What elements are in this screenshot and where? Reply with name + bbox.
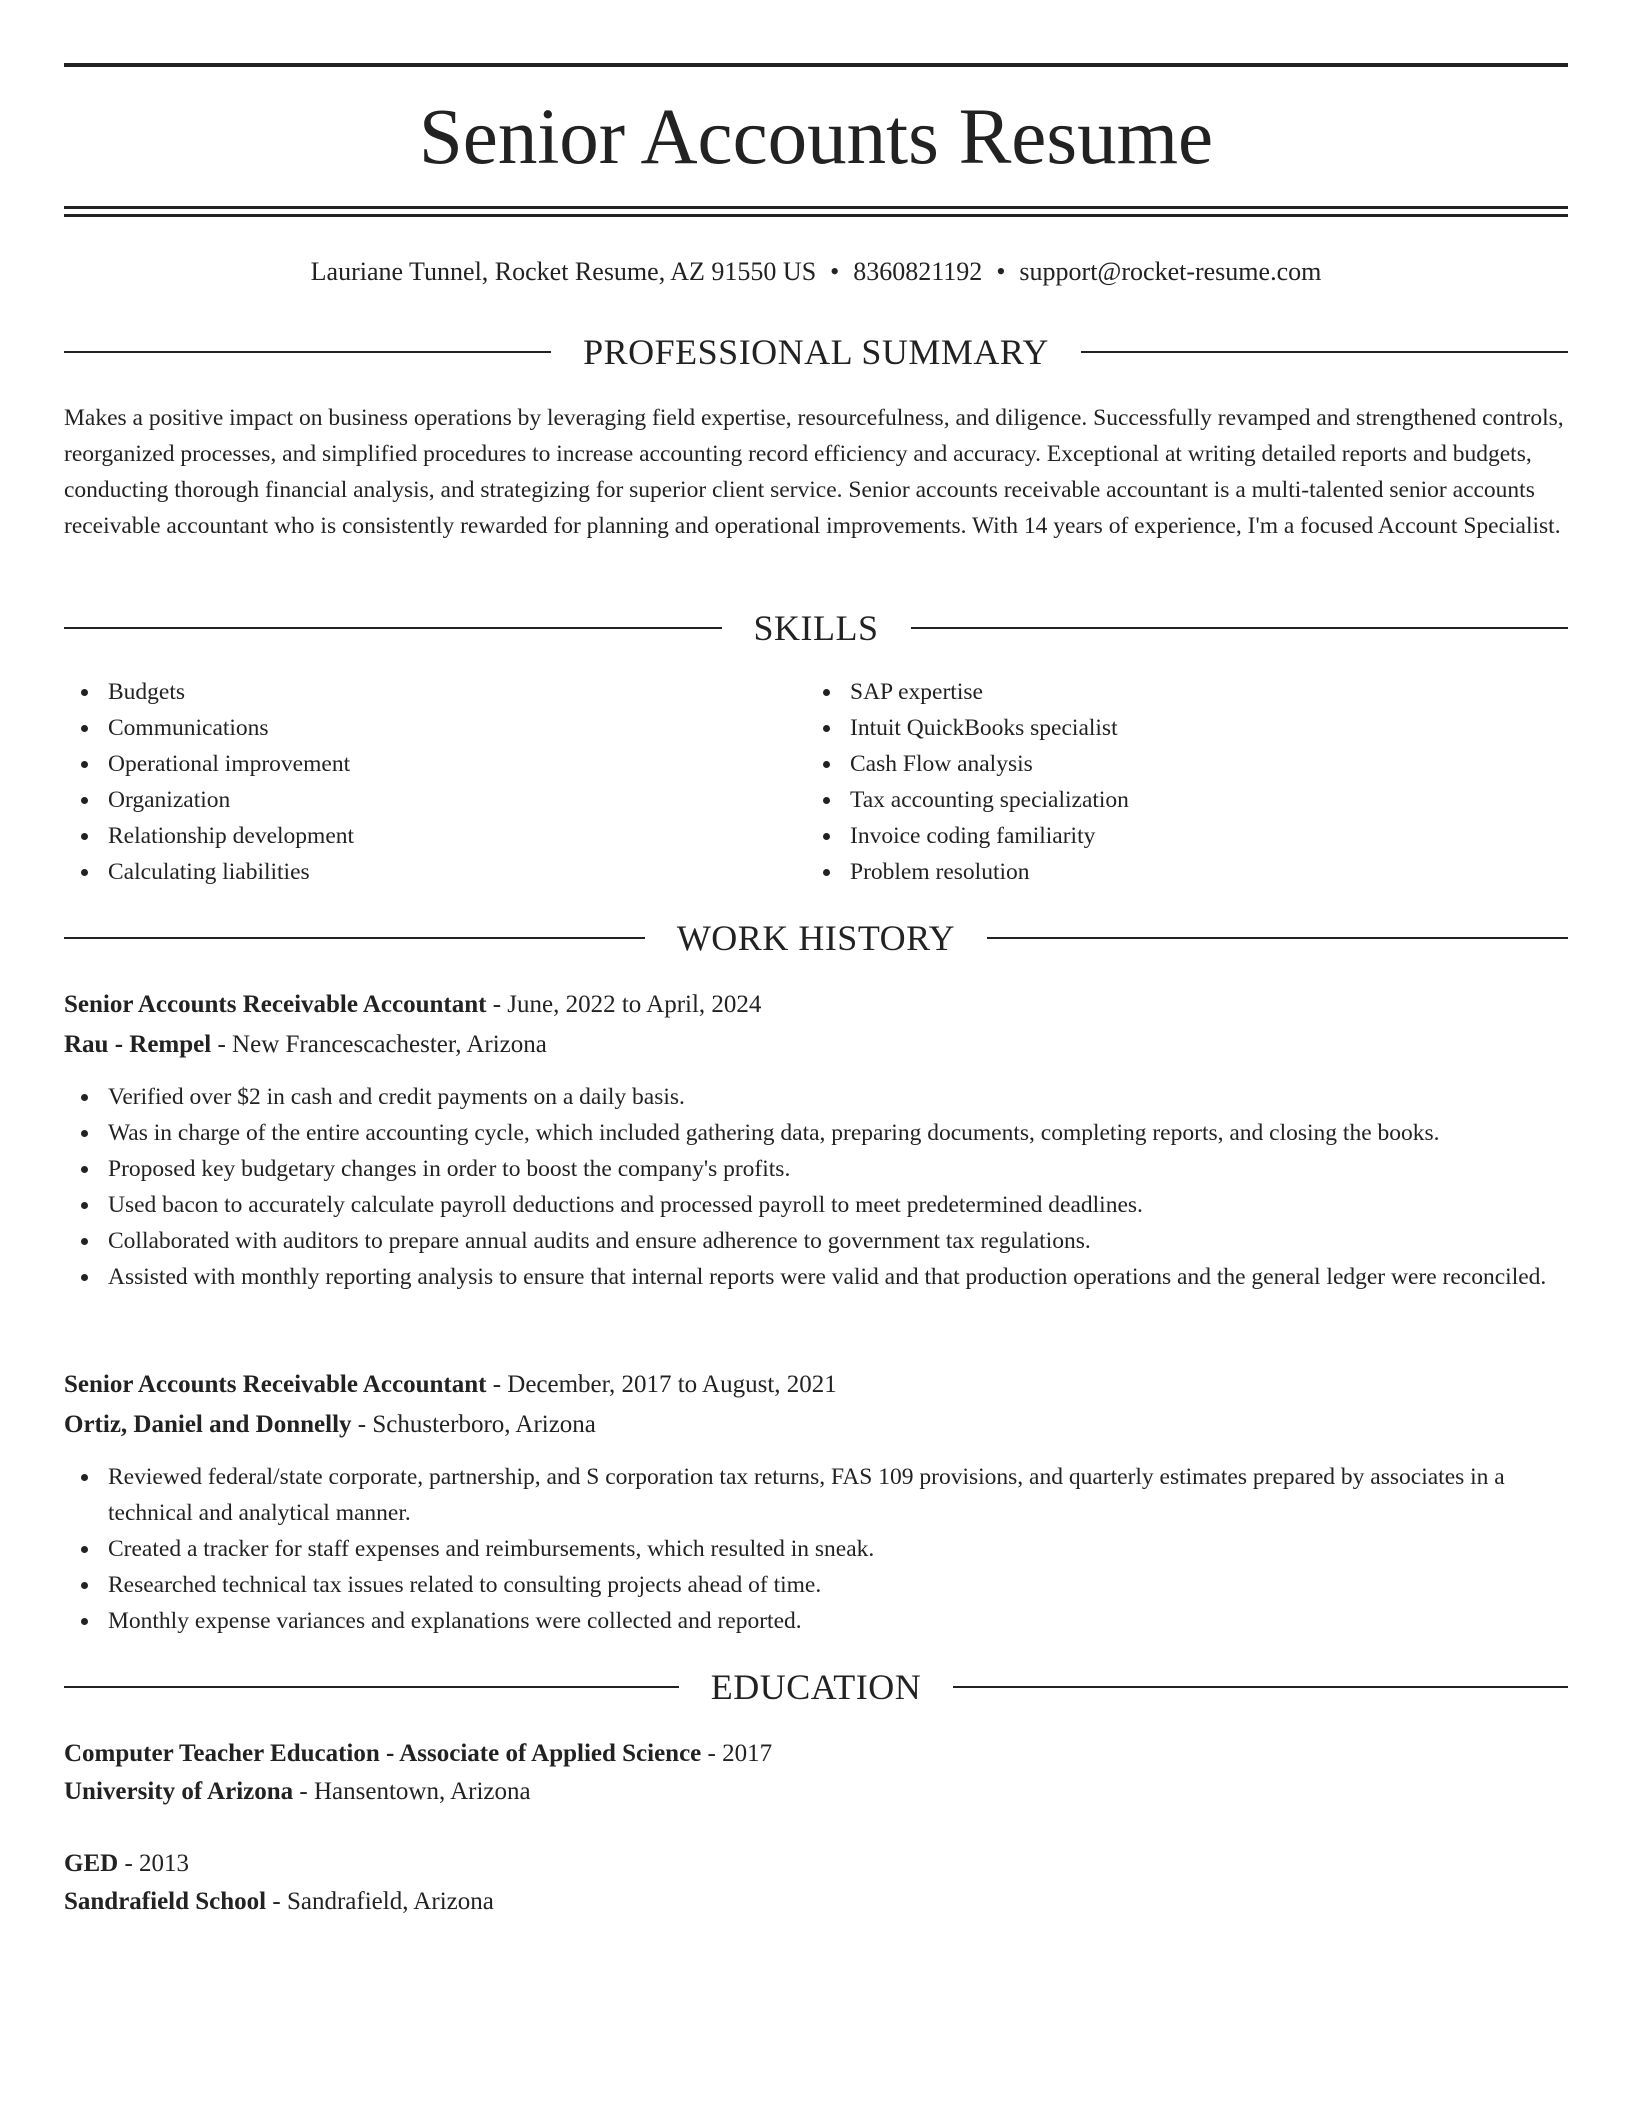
contact-separator: • — [996, 257, 1006, 286]
heading-rule — [953, 1686, 1568, 1688]
education-year: 2013 — [139, 1850, 190, 1877]
section-heading-skills — [64, 606, 1568, 650]
heading-rule — [987, 937, 1568, 939]
heading-rule — [1081, 351, 1568, 353]
job-company: Ortiz, Daniel and Donnelly — [64, 1411, 352, 1438]
job-location: Schusterboro, Arizona — [372, 1411, 596, 1438]
job-dates: December, 2017 to August, 2021 — [507, 1371, 837, 1398]
job-title-line: Senior Accounts Receivable Accountant - December, 2017 to August, 2021 — [64, 1371, 837, 1398]
skill-item: Intuit QuickBooks specialist — [806, 710, 1548, 746]
section-title: PROFESSIONAL SUMMARY — [583, 332, 1049, 372]
skill-item: Organization — [64, 782, 806, 818]
job-location: New Francescachester, Arizona — [232, 1031, 547, 1058]
education-location: Hansentown, Arizona — [313, 1778, 531, 1805]
job-bullets — [64, 1079, 1568, 1295]
skills-list — [64, 674, 1568, 890]
skill-item: SAP expertise — [806, 674, 1548, 710]
job-title: Senior Accounts Receivable Accountant — [64, 1371, 487, 1398]
skill-item: Cash Flow analysis — [806, 746, 1548, 782]
job-company: Rau - Rempel — [64, 1031, 212, 1058]
education-year: 2017 — [722, 1740, 773, 1767]
contact-line — [64, 254, 1568, 290]
page-title: Senior Accounts Resume — [418, 94, 1214, 181]
education-degree-line: GED - 2013 — [64, 1850, 190, 1877]
job-bullet: Was in charge of the entire accounting cycle, which included gathering data, preparing documents, completing reports, and closing the books. — [64, 1115, 1568, 1151]
education-school-line: University of Arizona - Hansentown, Arizona — [64, 1778, 531, 1805]
skill-item: Operational improvement — [64, 746, 806, 782]
heading-rule — [64, 351, 551, 353]
summary-text: Makes a positive impact on business operations by leveraging field expertise, resourcefulness, and diligence. Successfully revamped and strengthened controls, reorganized processes, and simplified procedures to increase accounting record efficiency and accuracy. Exceptional at writing detailed reports and budgets, conducting thorough financial analysis, and strategizing for superior client service. Senior accounts receivable accountant is a multi-talented senior accounts receivable accountant who is consistently rewarded for planning and operational improvements. With 14 years of experience, I'm a focused Account Specialist. — [64, 405, 1564, 539]
title-rule-upper — [64, 206, 1568, 209]
job-bullet: Proposed key budgetary changes in order to boost the company's profits. — [64, 1151, 1568, 1187]
heading-rule — [64, 1686, 679, 1688]
job-bullet: Researched technical tax issues related to consulting projects ahead of time. — [64, 1567, 1568, 1603]
contact-address: Lauriane Tunnel, Rocket Resume, AZ 91550 US — [310, 257, 817, 286]
heading-rule — [911, 627, 1569, 629]
job-bullet: Created a tracker for staff expenses and reimbursements, which resulted in sneak. — [64, 1531, 1568, 1567]
heading-rule — [64, 627, 722, 629]
job-bullet: Assisted with monthly reporting analysis to ensure that internal reports were valid and that production operations and the general ledger were reconciled. — [64, 1259, 1568, 1295]
section-title: WORK HISTORY — [676, 918, 956, 958]
job-bullet: Reviewed federal/state corporate, partnership, and S corporation tax returns, FAS 109 provisions, and quarterly estimates prepared by associates in a technical and analytical manner. — [64, 1459, 1568, 1531]
education-school: Sandrafield School — [64, 1888, 267, 1915]
job-bullet: Used bacon to accurately calculate payroll deductions and processed payroll to meet predetermined deadlines. — [64, 1187, 1568, 1223]
job-company-line: Ortiz, Daniel and Donnelly - Schusterboro, Arizona — [64, 1411, 596, 1438]
job-company-line: Rau - Rempel - New Francescachester, Arizona — [64, 1031, 547, 1058]
skill-item: Invoice coding familiarity — [806, 818, 1548, 854]
job-bullet: Collaborated with auditors to prepare annual audits and ensure adherence to government tax regulations. — [64, 1223, 1568, 1259]
contact-phone: 8360821192 — [853, 257, 983, 286]
top-rule — [64, 63, 1568, 67]
contact-separator: • — [830, 257, 840, 286]
skill-item: Calculating liabilities — [64, 854, 806, 890]
heading-rule — [64, 937, 645, 939]
section-heading-summary — [64, 330, 1568, 374]
education-school-line: Sandrafield School - Sandrafield, Arizona — [64, 1888, 494, 1915]
skill-item: Budgets — [64, 674, 806, 710]
job-dates: June, 2022 to April, 2024 — [507, 991, 762, 1018]
education-degree: Computer Teacher Education - Associate of Applied Science — [64, 1740, 702, 1767]
job-bullet: Monthly expense variances and explanations were collected and reported. — [64, 1603, 1568, 1639]
skill-item: Problem resolution — [806, 854, 1548, 890]
section-heading-work — [64, 916, 1568, 960]
skills-column-right — [806, 674, 1548, 890]
contact-email: support@rocket-resume.com — [1019, 257, 1322, 286]
skill-item: Tax accounting specialization — [806, 782, 1548, 818]
education-school: University of Arizona — [64, 1778, 294, 1805]
title-rule-lower — [64, 214, 1568, 217]
section-title: EDUCATION — [710, 1667, 922, 1707]
job-title-line: Senior Accounts Receivable Accountant - June, 2022 to April, 2024 — [64, 991, 762, 1018]
education-degree: GED — [64, 1850, 119, 1877]
skill-item: Communications — [64, 710, 806, 746]
education-degree-line: Computer Teacher Education - Associate of Applied Science - 2017 — [64, 1740, 773, 1767]
job-title: Senior Accounts Receivable Accountant — [64, 991, 487, 1018]
skill-item: Relationship development — [64, 818, 806, 854]
skills-column-left — [64, 674, 806, 890]
section-title: SKILLS — [753, 608, 879, 648]
section-heading-education — [64, 1665, 1568, 1709]
job-bullets — [64, 1459, 1568, 1639]
education-location: Sandrafield, Arizona — [286, 1888, 494, 1915]
job-bullet: Verified over $2 in cash and credit payments on a daily basis. — [64, 1079, 1568, 1115]
